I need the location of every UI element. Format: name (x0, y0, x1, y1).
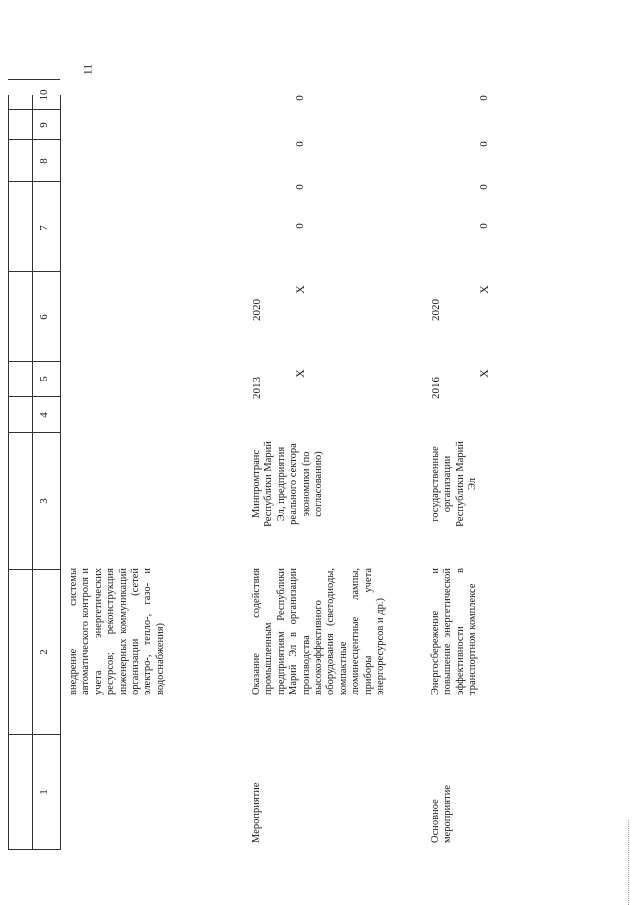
row2-col5: 2020 (430, 299, 442, 321)
row0-col2: внедрение системы автоматического контроля и учета энергетических ресурсов; реконструкция инженерных коммуникаций организации (сетей электро-, тепло-, газо- и водоснабжения) (68, 568, 166, 695)
row1-col11: 0 (293, 95, 306, 101)
row2-col3: государственные организации Республики Марий Эл (430, 441, 479, 527)
row1-col2: Оказание содействия промышленным предприятиям Республики Марий Эл в организации производства высокоэффективного оборудования (светодиоды, компактные люминесцентные лампы, приборы учета энергоресурсов и др.) (251, 568, 387, 695)
scan-edge (628, 820, 633, 905)
header-col-7: 7 (38, 225, 50, 231)
row1-col3: Минпромтранс Республики Марий Эл, предприятия реального сектора экономики (по согласованию) (251, 441, 325, 527)
header-col-6: 6 (38, 314, 50, 320)
header-col-2: 2 (38, 649, 50, 655)
row1-col9: 0 (293, 184, 306, 190)
row2-col2: Энергосбережение и повышение энергетической эффективности в транспортном комплексе (430, 568, 479, 695)
header-col-8: 8 (38, 158, 50, 164)
header-col-9: 9 (38, 122, 50, 128)
row2-col11: 0 (477, 95, 490, 101)
row1-col1: Мероприятие (251, 782, 262, 843)
row1-col8: 0 (293, 223, 306, 229)
row1-col10: 0 (293, 141, 306, 147)
row2-col6: Х (476, 369, 491, 378)
row2-col7: Х (476, 285, 491, 294)
header-col-5: 5 (38, 376, 50, 382)
row1-col5: 2020 (251, 299, 263, 321)
row2-col4: 2016 (430, 377, 442, 399)
header-col-3: 3 (38, 498, 50, 504)
row1-col7: Х (292, 285, 307, 294)
row1-col4: 2013 (251, 377, 263, 399)
header-col-1: 1 (38, 789, 50, 795)
row2-col1: Основное мероприятие (430, 785, 454, 843)
row2-col8: 0 (477, 223, 490, 229)
header-col-4: 4 (38, 412, 50, 418)
header-col-10: 10 (38, 89, 50, 101)
row2-col10: 0 (477, 141, 490, 147)
page-number: 11 (80, 63, 95, 76)
row2-col9: 0 (477, 184, 490, 190)
row1-col6: Х (292, 369, 307, 378)
